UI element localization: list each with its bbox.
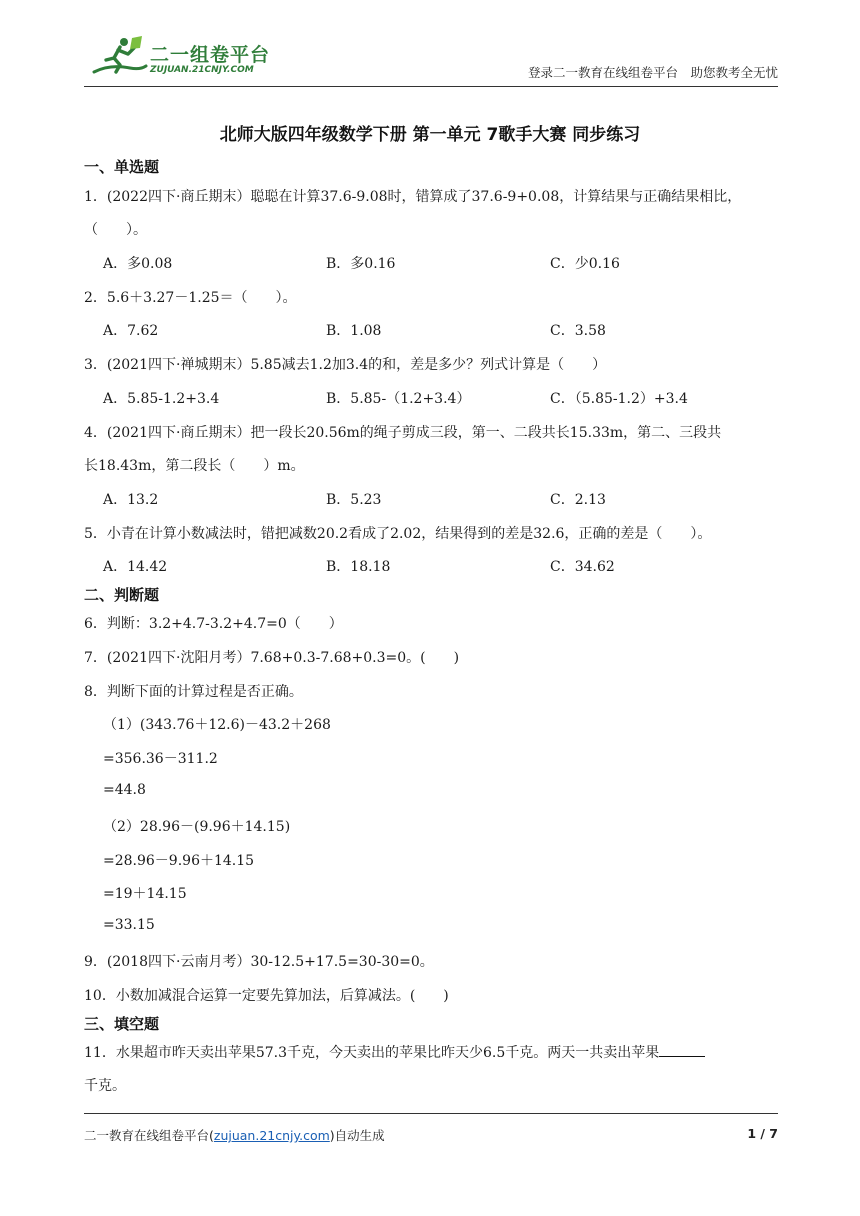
header-slogan: 登录二一教育在线组卷平台 助您教考全无忧 [527,65,778,80]
question-5-option-a[interactable]: A．14.42 [103,559,168,575]
question-2-option-b[interactable]: B．1.08 [326,323,382,339]
logo-url: ZUJUAN.21CNJY.COM [150,65,254,75]
question-4-option-b[interactable]: B．5.23 [326,492,382,508]
site-logo[interactable] [90,34,290,80]
question-5-text: 5．小青在计算小数减法时，错把减数20.2看成了2.02，结果得到的差是32.6，正确的差是（ ）。 [84,526,712,542]
section-heading-fill-blank: 三、填空题 [84,1015,160,1033]
page-header [84,30,778,87]
footer-link[interactable]: zujuan.21cnjy.com [213,1128,330,1143]
question-1-option-b[interactable]: B．多0.16 [326,256,396,272]
footer-divider [84,1113,778,1114]
question-9-text: 9．(2018四下·云南月考）30-12.5+17.5=30-30=0。 [84,954,434,970]
section-heading-single-choice: 一、单选题 [84,158,160,176]
question-2-option-a[interactable]: A．7.62 [103,323,159,339]
question-8-step: （2）28.96－(9.96＋14.15) [103,819,291,835]
question-1-option-c[interactable]: C．少0.16 [550,256,620,272]
question-4-option-a[interactable]: A．13.2 [103,492,159,508]
question-10-text: 10．小数加减混合运算一定要先算加法，后算减法。( ) [84,988,449,1004]
answer-blank[interactable] [659,1042,705,1057]
question-11-text-part: 11．水果超市昨天卖出苹果57.3千克，今天卖出的苹果比昨天少6.5千克。两天一共卖出苹果 [84,1045,660,1061]
question-1-text: 1．(2022四下·商丘期末）聪聪在计算37.6-9.08时，错算成了37.6-9+0.08，计算结果与正确结果相比， [84,189,742,205]
question-6-text: 6．判断：3.2+4.7-3.2+4.7=0（ ） [84,616,343,632]
section-heading-true-false: 二、判断题 [84,586,160,604]
question-8-text: 8．判断下面的计算过程是否正确。 [84,684,303,700]
question-3-option-b[interactable]: B．5.85-（1.2+3.4） [326,391,471,407]
question-5-option-c[interactable]: C．34.62 [550,559,615,575]
question-8-step: =356.36－311.2 [103,751,218,767]
question-8-step: =19＋14.15 [103,886,187,902]
question-8-step: =33.15 [103,917,155,933]
page-title: 北师大版四年级数学下册 第一单元 7歌手大赛 同步练习 [219,125,641,145]
question-8-step: =44.8 [103,782,146,798]
question-11-text-cont: 千克。 [84,1078,126,1094]
question-8-step: （1）(343.76＋12.6)－43.2＋268 [103,717,331,733]
question-11-text [84,1042,705,1062]
question-5-option-b[interactable]: B．18.18 [326,559,391,575]
question-1-text-cont: （ ）。 [84,222,147,238]
page-number: 1 / 7 [747,1126,778,1141]
question-2-option-c[interactable]: C．3.58 [550,323,606,339]
logo-name: 二一组卷平台 [150,44,271,66]
question-4-text-cont: 长18.43m，第二段长（ ）m。 [84,458,305,474]
footer-source [84,1126,385,1144]
question-3-option-c[interactable]: C．（5.85-1.2）+3.4 [550,391,688,407]
runner-logo-icon [90,34,148,80]
question-4-text: 4．(2021四下·商丘期末）把一段长20.56m的绳子剪成三段，第一、二段共长15.33m，第二、三段共 [84,425,722,441]
question-8-step: =28.96－9.96＋14.15 [103,853,255,869]
question-4-option-c[interactable]: C．2.13 [550,492,606,508]
footer-prefix: 二一教育在线组卷平台( [84,1128,214,1143]
footer-suffix: )自动生成 [329,1128,385,1143]
question-2-text: 2．5.6＋3.27－1.25＝（ ）。 [84,290,297,306]
question-3-option-a[interactable]: A．5.85-1.2+3.4 [103,391,220,407]
question-1-option-a[interactable]: A．多0.08 [103,256,173,272]
question-7-text: 7．(2021四下·沈阳月考）7.68+0.3-7.68+0.3=0。( ) [84,650,460,666]
question-3-text: 3．(2021四下·禅城期末）5.85减去1.2加3.4的和，差是多少？列式计算是（ ） [84,357,607,373]
